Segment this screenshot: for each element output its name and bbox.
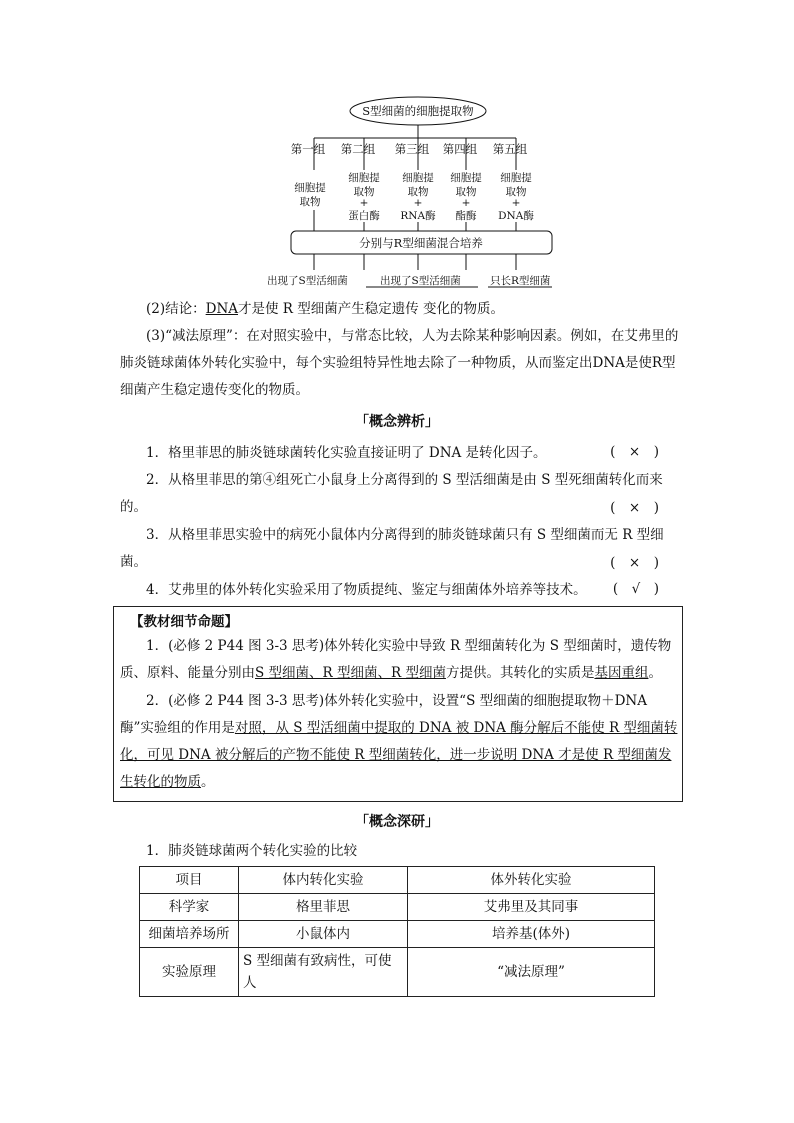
treatment-5-line2: 取物 — [505, 186, 527, 198]
treatment-5-enzyme: DNA酶 — [498, 210, 534, 222]
section-title-deep-study: 「概念深研」 — [355, 814, 439, 830]
group-4-label: 第四组 — [442, 142, 478, 156]
treatment-5-plus: + — [511, 197, 521, 209]
treatment-4-line2: 取物 — [455, 186, 477, 198]
box-title: 【教材细节命题】 — [130, 614, 238, 630]
treatment-1-line1: 细胞提 — [294, 182, 326, 194]
box-item-2-answer: 对照，从 S 型活细菌中提取的 DNA 被 DNA 酶分解后不能使 R 型细菌转化，可见 DNA 被分解后的产物不能使 R 型细菌转化，进一步说明 DNA 才是使 R 型细菌发生转化的物质 — [120, 720, 678, 790]
table-cell: 格里菲思 — [239, 894, 408, 921]
table-header-cell: 体内转化实验 — [239, 867, 408, 894]
table-header-cell: 项目 — [140, 867, 239, 894]
judgment-4-mark: ( √ ) — [612, 581, 659, 597]
box-item-2-end: 。 — [201, 774, 215, 790]
treatment-2-enzyme: 蛋白酶 — [348, 210, 380, 222]
table-cell: 科学家 — [140, 894, 239, 921]
table-row — [140, 894, 655, 921]
table-cell: 培养基(体外) — [408, 921, 655, 948]
result-1: 出现了S型活细菌 — [267, 275, 348, 287]
judgment-1: 1．格里菲思的肺炎链球菌转化实验直接证明了 DNA 是转化因子。 — [146, 445, 547, 461]
table-row — [140, 921, 655, 948]
comparison-table — [139, 866, 655, 997]
treatment-2-line1: 细胞提 — [348, 172, 380, 184]
table-cell: 小鼠体内 — [239, 921, 408, 948]
experiment-diagram — [0, 0, 794, 300]
conclusion-dna: DNA — [205, 301, 239, 317]
box-item-1-mid: 方提供。其转化的实质是 — [445, 665, 595, 681]
result-3: 只长R型细菌 — [490, 275, 551, 287]
box-item-1 — [120, 633, 680, 687]
treatment-3-plus: + — [413, 197, 423, 209]
section-title-concept-analysis: 「概念辨析」 — [355, 414, 439, 430]
box-item-1-answer: S 型细菌、R 型细菌、R 型细菌 — [255, 665, 446, 681]
treatment-4-line1: 细胞提 — [450, 172, 482, 184]
compare-title: 1．肺炎链球菌两个转化实验的比较 — [146, 843, 358, 859]
judgment-3: 3．从格里菲思实验中的病死小鼠体内分离得到的肺炎链球菌只有 S 型细菌而无 R 型细菌。 — [120, 527, 664, 570]
treatment-3-line2: 取物 — [407, 186, 429, 198]
treatment-1-line2: 取物 — [299, 196, 321, 208]
group-1-label: 第一组 — [290, 142, 326, 156]
group-2-label: 第二组 — [340, 142, 376, 156]
treatment-5-line1: 细胞提 — [500, 172, 532, 184]
judgment-4: 4．艾弗里的体外转化实验采用了物质提纯、鉴定与细菌体外培养等技术。 — [146, 582, 587, 598]
treatment-3-enzyme: RNA酶 — [400, 210, 436, 222]
box-item-1-answer-2: 基因重组 — [594, 665, 649, 681]
mix-label: 分别与R型细菌混合培养 — [359, 236, 483, 250]
table-cell: 实验原理 — [140, 948, 239, 997]
table-cell: S 型细菌有致病性，可使人 — [239, 948, 408, 997]
judgment-1-mark: ( × ) — [610, 444, 659, 460]
result-2: 出现了S型活细菌 — [380, 275, 461, 287]
treatment-4-enzyme: 酯酶 — [455, 210, 477, 222]
diagram-top-label: S型细菌的细胞提取物 — [362, 104, 474, 118]
group-3-label: 第三组 — [394, 142, 430, 156]
conclusion-prefix: (2)结论： — [146, 301, 206, 317]
box-item-1-text: 1．(必修 2 P44 图 3-3 思考)体外转化实验中导致 R 型细菌转化为 S 型细菌时，遗传物质、原料、能量分别由 — [120, 638, 672, 681]
box-item-2-text: 2．(必修 2 P44 图 3-3 思考)体外转化实验中，设置“S 型细菌的细胞提取物＋DNA 酶”实验组的作用是 — [120, 693, 647, 736]
treatment-3-line1: 细胞提 — [402, 172, 434, 184]
table-row — [140, 948, 655, 997]
judgment-3-mark: ( × ) — [610, 555, 659, 571]
box-item-2 — [120, 688, 680, 796]
conclusion — [146, 296, 706, 323]
table-cell: “减法原理” — [408, 948, 655, 997]
group-5-label: 第五组 — [492, 142, 528, 156]
conclusion-rest: 才是使 R 型细菌产生稳定遗传 变化的物质。 — [238, 301, 505, 317]
treatment-2-plus: + — [359, 197, 369, 209]
judgment-2-mark: ( × ) — [610, 500, 659, 516]
table-cell: 艾弗里及其同事 — [408, 894, 655, 921]
treatment-2-line2: 取物 — [353, 186, 375, 198]
judgment-2: 2．从格里菲思的第④组死亡小鼠身上分离得到的 S 型活细菌是由 S 型死细菌转化而来的。 — [120, 472, 663, 515]
table-header-cell: 体外转化实验 — [408, 867, 655, 894]
table-header-row — [140, 867, 655, 894]
box-item-1-end: 。 — [648, 665, 662, 681]
table-cell: 细菌培养场所 — [140, 921, 239, 948]
treatment-4-plus: + — [461, 197, 471, 209]
subtraction-principle: (3)“减法原理”：在对照实验中，与常态比较，人为去除某种影响因素。例如，在艾弗里的肺炎链球菌体外转化实验中，每个实验组特异性地去除了一种物质，从而鉴定出DNA是使R型细菌产生稳定遗传变化的物质。 — [120, 328, 679, 398]
